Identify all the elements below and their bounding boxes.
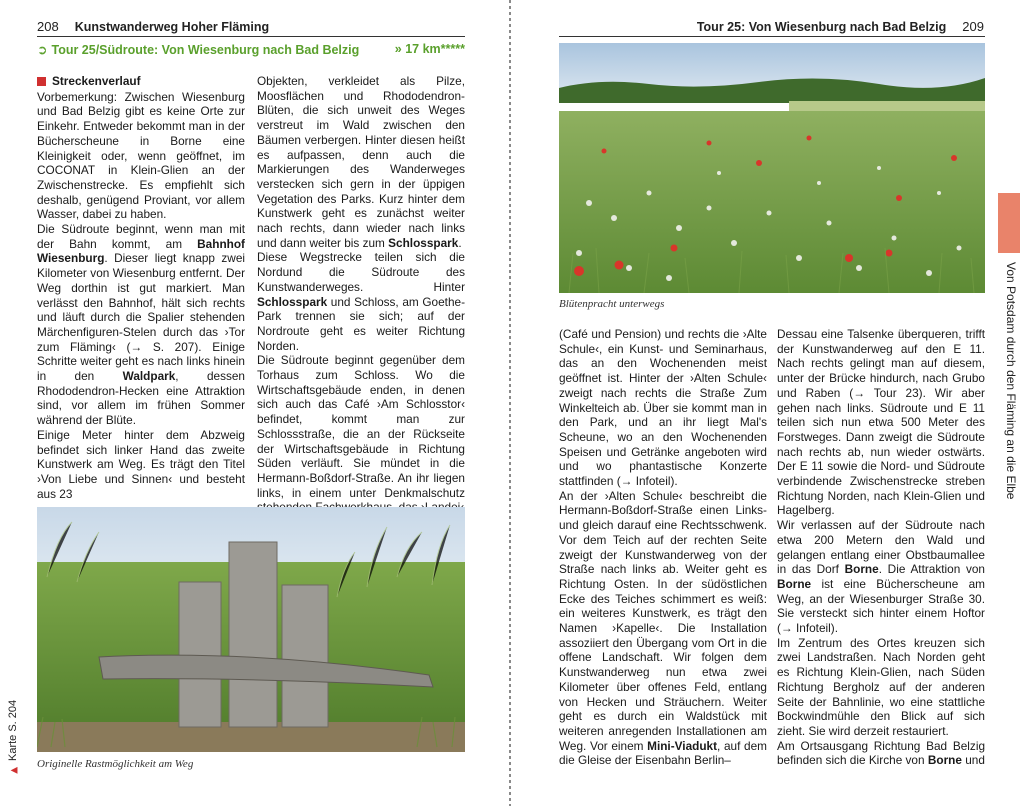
tour-distance: » 17 km***** <box>394 42 465 56</box>
left-header-rule <box>37 36 465 37</box>
paragraph: Dessau eine Talsenke überqueren, trifft der Kunstwanderweg auf den E 11. Nach rechts gelingt man auf diesem, unter der Brücke hindurch, nach Grubo und Raben (→ Tour 23). Wir aber gehen nach links. Südroute und E 11 teilen sich nun etwa 500 Meter des Forstweges. Dann zweigt die Südroute nach rechts ab, nun wieder ostwärts. Der E 11 sowie die Nord- und Südroute verbindende Zwischenstrecke streben Richtung Norden, nach Klein-Glien und Hagelberg. <box>777 327 985 518</box>
paragraph: Im Zentrum des Ortes kreuzen sich zwei Landstraßen. Nach Norden geht es Richtung Klein-Glien, nach Süden Richtung Bergholz auf der anderen Seite der Bahnlinie, wo eine stattliche Bockwindmühle den Blick auf sich zieht. Sie wird derzeit restauriert. <box>777 635 985 738</box>
left-column-1 <box>37 74 245 501</box>
map-reference[interactable]: ▶ Karte S. 204 <box>7 699 19 775</box>
tour-heading: Tour 25/Südroute: Von Wiesenburg nach Bad Belzig <box>51 43 360 57</box>
paragraph: (Café und Pension) und rechts die ›Alte Schule‹, ein Kunst- und Seminarhaus, das an den Wochenenden meist geöffnet ist. Hinter der ›Alten Schule‹ zweigt nach rechts die Straße Zum Winkelteich ab. Über sie kommt man in den Park, und an ihr liegt Mal's Scheune, wo an den Wochenenden Speisen und Getränke angeboten wird und wo phantastische Konzerte stattfinden (→ Infoteil). <box>559 327 767 489</box>
paragraph: Die Südroute beginnt, wenn man mit der Bahn kommt, am Bahnhof Wiesenburg. Dieser liegt knapp zwei Kilometer von Wiesenburg entfernt. Der Weg dorthin ist gut markiert. Man verlässt den Bahnhof, hält sich rechts und läuft durch die Spalier stehenden Märchenfiguren-Stelen durch das ›Tor zum Fläming‹ (→ S. 207). Einige Schritte weiter geht es nach links hinein in den Waldpark, dessen Rhododendron-Hecken eine Attraktion sind, vor allem im frühen Sommer während der Blüte. <box>37 222 245 428</box>
bench-photo-caption: Originelle Rastmöglichkeit am Weg <box>37 758 194 770</box>
paragraph: Die Südroute beginnt gegenüber dem Torhaus zum Schloss. Wo die Wirtschaftsgebäude enden, in denen sich auch das Café ›Am Schlosstor‹ befindet, kommt man zur Schlossstraße, die an der Rückseite der Wirtschaftsgebäude in Richtung Süden verläuft. Sie mündet in die Hermann-Boßdorf-Straße. An ihr liegen links, in einem unter Denkmalschutz <box>257 353 465 500</box>
paragraph: Vorbemerkung: Zwischen Wiesenburg und Bad Belzig gibt es keine Orte zur Einkehr. Entweder bekommt man in der Bücherscheune in Borne eine Kleinigkeit oder, wenn geöffnet, im COCONAT in Klein-Glien an der Zwischenstrecke. Es empfiehlt sich deshalb, genügend Proviant, vor allem Wasser, dabei zu haben. <box>37 89 245 222</box>
bench-photo <box>37 507 465 752</box>
section-heading: Streckenverlauf <box>37 74 245 89</box>
left-page-number: 208 <box>37 19 59 34</box>
paragraph: Am Ortsausgang Richtung Bad Belzig befinden sich die Kirche von Borne und <box>777 738 985 768</box>
right-column-2 <box>777 327 985 768</box>
right-page-number: 209 <box>962 19 984 34</box>
chapter-side-title: Von Potsdam durch den Fläming an die Elbe <box>1004 262 1018 500</box>
triangle-marker-icon: ▶ <box>8 765 18 775</box>
circle-arrow-icon: ➲ <box>37 43 48 57</box>
right-header-rule <box>559 36 985 37</box>
right-column-1 <box>559 327 767 768</box>
left-page <box>0 0 509 806</box>
right-running-head <box>697 19 984 34</box>
right-running-title: Tour 25: Von Wiesenburg nach Bad Belzig <box>696 20 947 34</box>
meadow-photo <box>559 43 985 293</box>
paragraph: Wir verlassen auf der Südroute nach etwa 200 Metern den Wald und gelangen entlang einer Obstbaumallee in das Dorf Borne. Die Attraktion von Borne ist eine Bücherscheune am Weg, an der Wiesenburger Straße 30. Sie versteckt sich hinter einem Hoftor (→ Infoteil). <box>777 518 985 636</box>
meadow-photo-caption: Blütenpracht unterwegs <box>559 298 665 310</box>
left-running-head <box>37 19 269 34</box>
right-page <box>511 0 1020 806</box>
paragraph: Einige Meter hinter dem Abzweig befindet sich linker Hand das zweite Kunstwerk am Weg. Es trägt den Titel ›Von Liebe und Sinnen‹ und besteht aus 23 <box>37 427 245 501</box>
red-square-marker-icon <box>37 77 46 86</box>
chapter-tab <box>998 193 1020 253</box>
paragraph: Diese Wegstrecke teilen sich die Nordund die Südroute des Kunstwanderweges. Hinter Schlosspark und Schloss, am Goethe-Park trennen sie sich; auf der Nordroute geht es weiter Richtung Norden. <box>257 250 465 353</box>
left-column-2 <box>257 74 465 515</box>
paragraph: Objekten, verkleidet als Pilze, Moosflächen und Rhododendron-Blüten, die sich unweit des Weges verstreut im Wald zwischen den Bäumen verbergen. Hinter diesen heißt es aufpassen, denn auch die Markierungen des Wanderweges verstecken sich gern in der üppigen Vegetation des Parks. Kurz hinter dem Kunstwerk geht es zunächst weiter nach rechts, dann wieder nach links und dann weiter bis zum Schlosspark. <box>257 74 465 250</box>
left-running-title: Kunstwanderweg Hoher Fläming <box>74 20 270 34</box>
paragraph: An der ›Alten Schule‹ beschreibt die Hermann-Boßdorf-Straße einen Links- und gleich darauf eine Rechtsschwenk. Vor dem Teich auf der rechten Seite zweigt der Kunstwanderweg von der Straße nach links ab. Weiter geht es Richtung Osten. In der südöstlichen Ecke des Teiches schimmert es weiß: ein weiteres Kunstwerk, es trägt den Namen ›Kapelle‹. Die Installation assoziiert den Übergang vom Ort in die offene Landschaft. Wir folgen dem Kunstwanderweg nun etwa zwei Kilometer über offenes Feld, entlang von Hecken und Sträuchern. Weiter geht es durch ein Waldstück mit weiteren anregenden Installationen am Weg. Vor einem Mini-Viadukt, auf dem die Gleise der Eisenbahn Berlin– <box>559 488 767 768</box>
tour-heading-line <box>37 42 465 57</box>
